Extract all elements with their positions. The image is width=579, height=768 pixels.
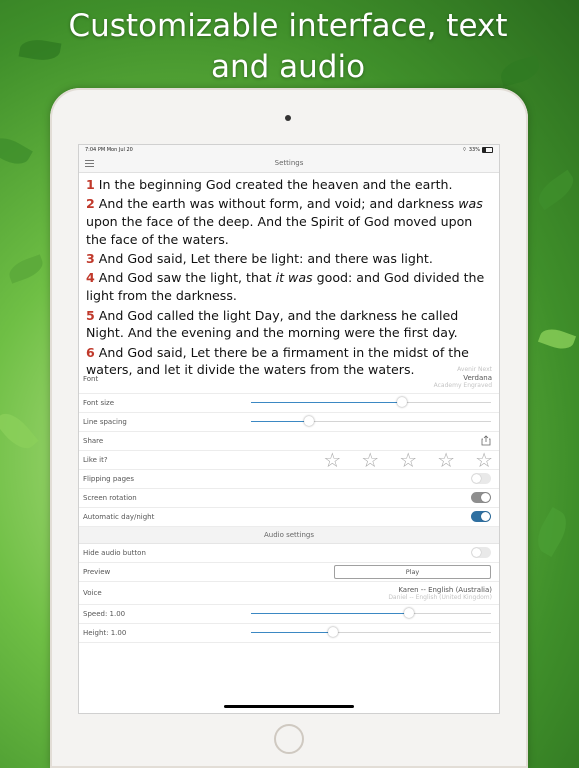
speed-row: [79, 605, 499, 624]
star-icon[interactable]: ☆: [437, 448, 456, 472]
hide-audio-label: Hide audio button: [83, 549, 146, 557]
leaf-decoration: [533, 170, 579, 210]
verse-text: And the earth was without form, and void; and darkness: [98, 196, 459, 212]
headline-line-1: Customizable interface, text: [68, 8, 508, 44]
leaf-decoration: [538, 325, 576, 354]
settings-panel: [79, 366, 499, 643]
device-screen: [78, 144, 500, 714]
font-size-slider[interactable]: [251, 402, 491, 403]
verse-number: 1: [86, 177, 95, 192]
verse-italic: was: [458, 196, 483, 212]
slider-knob[interactable]: [328, 627, 338, 637]
verse-text: And God said, Let there be a firmament in the midst of the waters, and let it divide the waters from the waters.: [86, 344, 469, 378]
font-row: [79, 366, 499, 394]
verse: [86, 250, 492, 268]
ipad-device-frame: [50, 88, 528, 768]
share-row[interactable]: [79, 432, 499, 451]
day-night-toggle[interactable]: [471, 511, 491, 522]
verse: [86, 176, 492, 194]
voice-picker[interactable]: [388, 586, 492, 602]
leaf-decoration: [6, 254, 46, 283]
status-right: [462, 147, 493, 153]
font-size-row: [79, 394, 499, 413]
leaf-decoration: [0, 131, 33, 170]
verse-number: 6: [86, 344, 95, 360]
verse: [86, 269, 492, 305]
like-label: Like it?: [83, 456, 108, 464]
verse-number: 5: [86, 307, 95, 323]
verse-text: And God said, Let there be light: and there was light.: [98, 251, 433, 267]
slider-fill: [251, 421, 309, 422]
verse-number: 2: [86, 196, 95, 212]
verse-italic: it was: [275, 270, 313, 286]
verse-text: And God saw the light, that: [98, 270, 276, 286]
font-option-selected[interactable]: Verdana: [463, 374, 492, 382]
nav-title: Settings: [274, 159, 304, 167]
play-button[interactable]: Play: [334, 565, 491, 579]
star-icon[interactable]: ☆: [361, 448, 380, 472]
camera-icon: [285, 115, 291, 121]
slider-fill: [251, 402, 402, 403]
voice-row: [79, 582, 499, 605]
line-spacing-slider[interactable]: [251, 421, 491, 422]
day-night-label: Automatic day/night: [83, 513, 155, 521]
star-icon[interactable]: ☆: [475, 448, 493, 472]
status-time: 7:04 PM Mon Jul 20: [85, 147, 133, 153]
day-night-row: [79, 508, 499, 527]
share-label: Share: [83, 437, 104, 445]
preview-label: Preview: [83, 568, 111, 576]
screen-rotation-row: [79, 489, 499, 508]
leaf-decoration: [0, 407, 39, 455]
flipping-pages-label: Flipping pages: [83, 475, 134, 483]
share-icon[interactable]: [481, 435, 491, 446]
voice-label: Voice: [83, 589, 102, 597]
star-icon[interactable]: ☆: [399, 448, 418, 472]
hide-audio-toggle[interactable]: [471, 547, 491, 558]
slider-fill: [251, 613, 409, 614]
speed-label: Speed: 1.00: [83, 610, 126, 618]
slider-knob[interactable]: [397, 397, 407, 407]
screen-rotation-toggle[interactable]: [471, 492, 491, 503]
verse-number: 3: [86, 251, 95, 267]
battery-percent: 33%: [468, 147, 480, 153]
verse-text-cont: good: and God divided the light from the darkness.: [86, 270, 485, 304]
line-spacing-row: [79, 413, 499, 432]
voice-option-next[interactable]: Daniel -- English (United Kingdom): [388, 594, 492, 601]
battery-icon: [482, 147, 493, 153]
slider-knob[interactable]: [304, 416, 314, 426]
slider-knob[interactable]: [404, 608, 414, 618]
hide-audio-row: [79, 544, 499, 563]
verse-number: 4: [86, 270, 95, 286]
leaf-decoration: [531, 507, 574, 557]
height-label: Height: 1.00: [83, 629, 127, 637]
flipping-pages-toggle[interactable]: [471, 473, 491, 484]
speed-slider[interactable]: [251, 613, 491, 614]
verse: [86, 307, 492, 343]
navigation-bar: [79, 155, 499, 173]
height-slider[interactable]: [251, 632, 491, 633]
verse-text-cont: upon the face of the deep. And the Spirit of God moved upon the face of the waters.: [86, 214, 473, 247]
star-icon[interactable]: ☆: [323, 448, 342, 472]
verse-text: In the beginning God created the heaven and the earth.: [98, 177, 453, 192]
promo-headline: [0, 6, 576, 88]
audio-settings-header: Audio settings: [79, 527, 499, 544]
font-size-label: Font size: [83, 399, 115, 407]
wifi-icon: ⌔: [462, 147, 467, 153]
height-row: [79, 624, 499, 643]
home-button[interactable]: [274, 724, 304, 754]
font-option-next[interactable]: Academy Engraved: [433, 382, 492, 389]
preview-row: [79, 563, 499, 582]
font-picker[interactable]: [434, 366, 492, 390]
rating-row: [79, 448, 499, 472]
star-rating[interactable]: [323, 448, 493, 472]
voice-option-selected[interactable]: Karen -- English (Australia): [398, 586, 492, 594]
status-bar: [79, 145, 499, 155]
line-spacing-label: Line spacing: [83, 418, 127, 426]
flipping-pages-row: [79, 470, 499, 489]
home-indicator: [224, 705, 354, 708]
verse-text: And God called the light Day, and the darkness he called Night. And the evening and the morning were the first day.: [86, 307, 459, 341]
font-label: Font: [83, 375, 99, 383]
slider-fill: [251, 632, 333, 633]
screen-rotation-label: Screen rotation: [83, 494, 137, 502]
font-option-prev[interactable]: Avenir Next: [457, 366, 492, 373]
headline-line-2: and audio: [210, 49, 366, 85]
verse: [86, 195, 492, 248]
